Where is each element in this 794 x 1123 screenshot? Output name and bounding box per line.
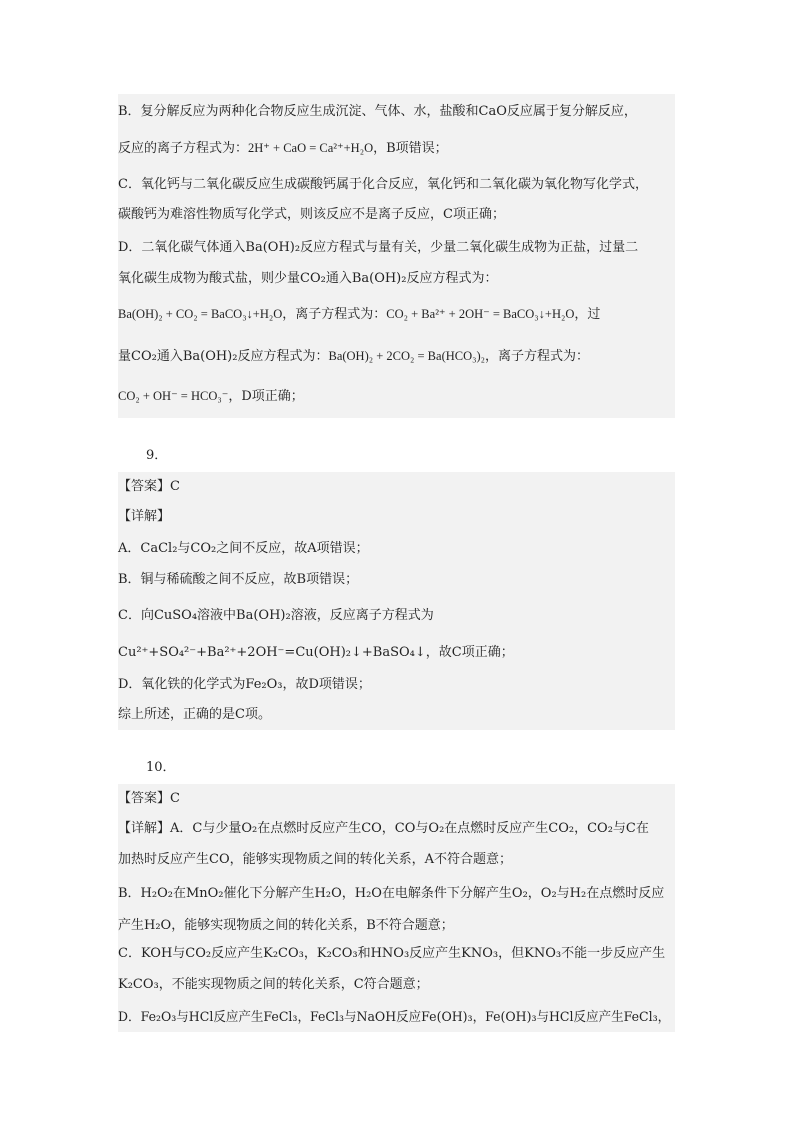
q8-option-c-line2: 碳酸钙为难溶性物质写化学式，则该反应不是离子反应，C项正确； [118, 207, 505, 222]
q9-number: 9． [146, 448, 168, 463]
q8-equation-b: 2H⁺ + CaO = Ca²⁺+H₂O [248, 141, 374, 155]
q9-option-b: B．铜与稀硫酸之间不反应，故B项错误； [118, 572, 359, 587]
q9-explanation-block [118, 472, 675, 730]
q8-option-d-line2: 氧化碳生成物为酸式盐，则少量CO₂通入Ba(OH)₂反应方程式为： [118, 271, 498, 286]
q8-option-d-line5: CO₂ + OH⁻ = HCO₃⁻，D项正确； [118, 389, 304, 404]
q10-option-d-line1: D．Fe₂O₃与HCl反应产生FeCl₃，FeCl₃与NaOH反应Fe(OH)₃，Fe(OH)₃与HCl反应产生FeCl₃， [118, 1010, 671, 1025]
q8-equation-d1: Ba(OH)₂ + CO₂ = BaCO₃↓+H₂O [118, 307, 283, 321]
q8-explanation-block [118, 94, 675, 418]
q9-option-d: D．氧化铁的化学式为Fe₂O₃，故D项错误； [118, 677, 371, 692]
q10-answer: 【答案】C [118, 791, 180, 806]
q10-option-b-line2: 产生H₂O，能够实现物质之间的转化关系，B不符合题意； [118, 918, 454, 933]
q9-summary: 综上所述，正确的是C项。 [118, 707, 271, 722]
q10-option-a-line1: 【详解】A．C与少量O₂在点燃时反应产生CO，CO与O₂在点燃时反应产生CO₂，CO₂与C在 [118, 821, 649, 836]
q8-equation-d3: Ba(OH)₂ + 2CO₂ = Ba(HCO₃)₂ [328, 349, 485, 363]
q8-option-b-line1: B．复分解反应为两种化合物反应生成沉淀、气体、水，盐酸和CaO反应属于复分解反应， [118, 104, 637, 119]
q10-number: 10． [146, 760, 176, 775]
q9-option-c-line1: C．向CuSO₄溶液中Ba(OH)₂溶液，反应离子方程式为 [118, 608, 434, 623]
q9-option-a: A．CaCl₂与CO₂之间不反应，故A项错误； [118, 541, 369, 556]
q9-detail-label: 【详解】 [118, 509, 171, 524]
q8-option-d-line4: 量CO₂通入Ba(OH)₂反应方程式为：Ba(OH)₂ + 2CO₂ = Ba(HCO₃)₂，离子方程式为： [118, 349, 590, 364]
q9-answer: 【答案】C [118, 479, 180, 494]
q8-option-d-line3: Ba(OH)₂ + CO₂ = BaCO₃↓+H₂O，离子方程式为：CO₂ + Ba²⁺ + 2OH⁻ = BaCO₃↓+H₂O，过 [118, 307, 601, 322]
q8-option-c-line1: C．氧化钙与二氧化碳反应生成碳酸钙属于化合反应，氧化钙和二氧化碳为氧化物写化学式， [118, 177, 648, 192]
q10-option-c-line2: K₂CO₃，不能实现物质之间的转化关系，C符合题意； [118, 977, 429, 992]
q8-option-d-line1: D．二氧化碳气体通入Ba(OH)₂反应方程式与量有关，少量二氧化碳生成物为正盐，过量二 [118, 240, 639, 255]
q9-option-c-line2: Cu²⁺+SO₄²⁻+Ba²⁺+2OH⁻=Cu(OH)₂↓+BaSO₄↓，故C项正确； [118, 645, 514, 660]
q10-explanation-block [118, 784, 675, 1032]
q8-equation-d2: CO₂ + Ba²⁺ + 2OH⁻ = BaCO₃↓+H₂O [386, 307, 575, 321]
q8-equation-d4: CO₂ + OH⁻ = HCO₃⁻ [118, 389, 229, 403]
q10-option-b-line1: B．H₂O₂在MnO₂催化下分解产生H₂O，H₂O在电解条件下分解产生O₂，O₂与H₂在点燃时反应 [118, 886, 665, 901]
q8-option-b-line2: 反应的离子方程式为：2H⁺ + CaO = Ca²⁺+H₂O，B项错误； [118, 141, 448, 156]
q10-option-a-line2: 加热时反应产生CO，能够实现物质之间的转化关系，A不符合题意； [118, 852, 512, 867]
q10-option-c-line1: C．KOH与CO₂反应产生K₂CO₃，K₂CO₃和HNO₃反应产生KNO₃，但KNO₃不能一步反应产生 [118, 946, 666, 961]
